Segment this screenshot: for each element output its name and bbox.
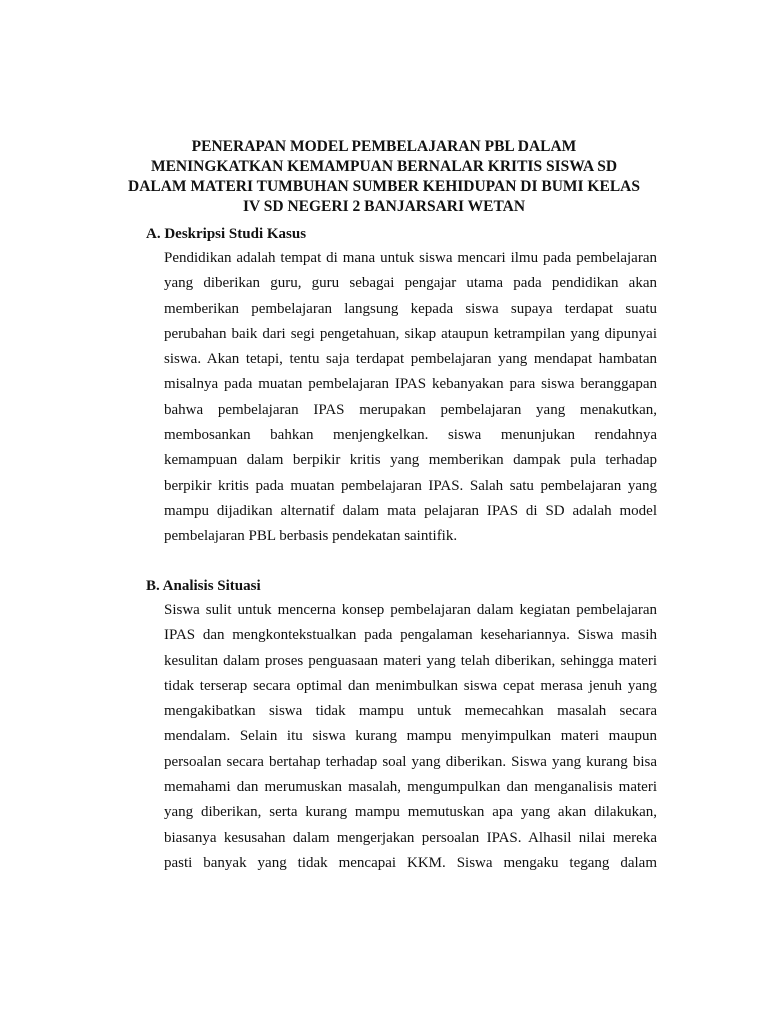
paragraph-line: kesulitan dalam proses penguasaan materi yang telah diberikan, sehingga materi <box>164 652 657 669</box>
paragraph-line: biasanya kesusahan dalam mengerjakan persoalan IPAS. Alhasil nilai mereka <box>164 829 657 846</box>
paragraph-line: kemampuan dalam berpikir kritis yang memberikan dampak pula terhadap <box>164 452 657 469</box>
paragraph-line: persoalan secara bertahap terhadap soal yang diberikan. Siswa yang kurang bisa <box>164 753 657 770</box>
paragraph-line: pasti banyak yang tidak mencapai KKM. Siswa mengaku tegang dalam <box>164 854 657 871</box>
section-a-heading: A. Deskripsi Studi Kasus <box>146 226 307 242</box>
paragraph-line: mampu dijadikan alternatif dalam mata pelajaran IPAS di SD adalah model <box>164 502 657 519</box>
paragraph-line: yang diberikan guru, guru sebagai pengajar utama pada pendidikan akan <box>164 275 657 292</box>
section-a-paragraph <box>164 246 657 550</box>
paragraph-line: yang diberikan, serta kurang mampu memutuskan apa yang akan dilakukan, <box>164 804 657 821</box>
paragraph-line: memahami dan merumuskan masalah, mengumpulkan dan menganalisis materi <box>164 779 657 796</box>
paragraph-line: berpikir kritis pada muatan pembelajaran IPAS. Salah satu pembelajaran yang <box>164 477 657 494</box>
paragraph-line: mendalam. Selain itu siswa kurang mampu menyimpulkan materi maupun <box>164 728 657 745</box>
title-line: MENINGKATKAN KEMAMPUAN BERNALAR KRITIS SISWA SD <box>150 158 618 175</box>
paragraph-line: memberikan pembelajaran langsung kepada siswa supaya terdapat suatu <box>164 300 657 317</box>
paragraph-line: siswa. Akan tetapi, tentu saja terdapat pembelajaran yang mendapat hambatan <box>164 351 657 368</box>
paragraph-line: IPAS dan mengkontekstualkan pada pengalaman kesehariannya. Siswa masih <box>164 627 657 644</box>
document-title <box>120 137 648 217</box>
title-line: PENERAPAN MODEL PEMBELAJARAN PBL DALAM <box>191 138 577 155</box>
paragraph-line: Pendidikan adalah tempat di mana untuk siswa mencari ilmu pada pembelajaran <box>164 250 657 266</box>
title-line: IV SD NEGERI 2 BANJARSARI WETAN <box>242 198 526 215</box>
paragraph-line: Siswa sulit untuk mencerna konsep pembelajaran dalam kegiatan pembelajaran <box>164 602 657 618</box>
section-b-heading: B. Analisis Situasi <box>146 578 261 594</box>
paragraph-line: misalnya pada muatan pembelajaran IPAS kebanyakan para siswa beranggapan <box>164 376 657 393</box>
paragraph-line: tidak terserap secara optimal dan menimbulkan siswa cepat merasa jenuh yang <box>164 677 657 694</box>
paragraph-line: pembelajaran PBL berbasis pendekatan saintifik. <box>164 528 458 545</box>
section-b-paragraph <box>164 598 657 876</box>
paragraph-line: perubahan baik dari segi pengetahuan, sikap ataupun ketrampilan yang dipunyai <box>164 325 657 342</box>
paragraph-line: membosankan bahkan menjengkelkan. siswa menunjukan rendahnya <box>164 427 657 444</box>
paragraph-line: bahwa pembelajaran IPAS merupakan pembelajaran yang menakutkan, <box>164 401 657 418</box>
paragraph-line: mengakibatkan siswa tidak mampu untuk memecahkan masalah secara <box>164 703 657 720</box>
title-line: DALAM MATERI TUMBUHAN SUMBER KEHIDUPAN DI BUMI KELAS <box>128 178 640 195</box>
